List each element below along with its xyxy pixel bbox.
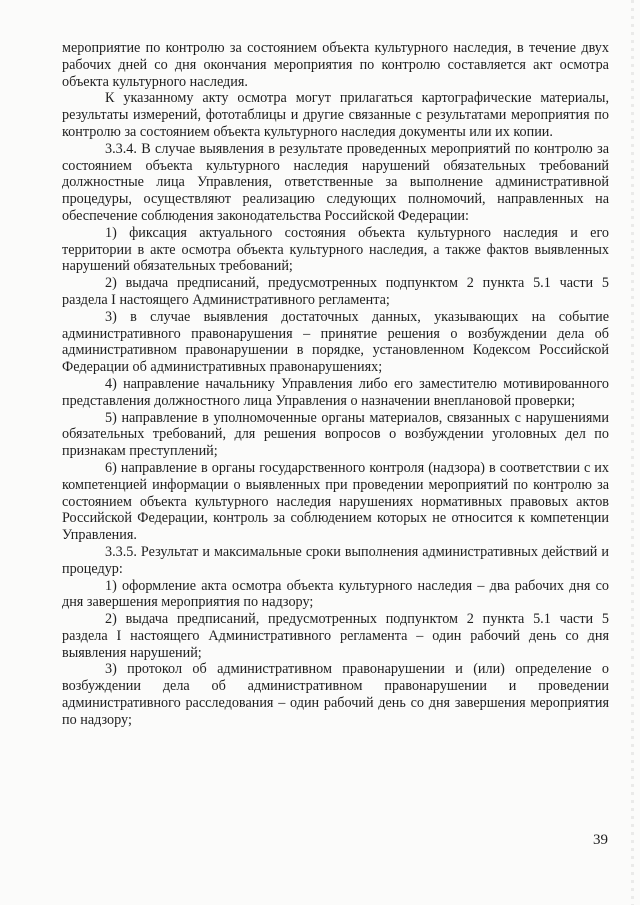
- list-item: 4) направление начальнику Управления либо его заместителю мотивированного представления должностного лица Управления о назначении внеплановой проверки;: [62, 375, 609, 409]
- scan-edge-artifact: [631, 0, 634, 905]
- paragraph: К указанному акту осмотра могут прилагаться картографические материалы, результаты измерений, фототаблицы и другие связанные с результатами мероприятия по контролю за состоянием объекта культурного наследия документы или их копии.: [62, 90, 609, 140]
- paragraph: мероприятие по контролю за состоянием объекта культурного наследия, в течение двух рабочих дней со дня окончания мероприятия по контролю составляется акт осмотра объекта культурного наследия.: [62, 40, 609, 90]
- list-item: 1) фиксация актуального состояния объекта культурного наследия и его территории в акте осмотра объекта культурного наследия, а также фактов выявленных нарушений обязательных требований;: [62, 224, 609, 275]
- paragraph-section-3-3-5: 3.3.5. Результат и максимальные сроки выполнения административных действий и процедур:: [62, 543, 609, 577]
- list-item: 5) направление в уполномоченные органы материалов, связанных с нарушениями обязательных требований, для решения вопросов о возбуждении уголовных дел по признакам преступлений;: [62, 409, 609, 460]
- page-number: 39: [593, 832, 608, 848]
- list-item: 3) протокол об административном правонарушении и (или) определение о возбуждении дела об административном правонарушении и проведении административного расследования – один рабочий день со дня завершения мероприятия по надзору;: [62, 661, 609, 728]
- list-item: 2) выдача предписаний, предусмотренных подпунктом 2 пункта 5.1 части 5 раздела I настоящего Административного регламента;: [62, 275, 609, 308]
- list-item: 2) выдача предписаний, предусмотренных подпунктом 2 пункта 5.1 части 5 раздела I настоящего Административного регламента – один рабочий день со дня выявления нарушений;: [62, 611, 609, 661]
- paragraph-section-3-3-4: 3.3.4. В случае выявления в результате проведенных мероприятий по контролю за состоянием объекта культурного наследия нарушений обязательных требований должностные лица Управления, ответственные за выполнение административной процедуры, осуществляют реализацию следующих полномочий, направленных на обеспечение соблюдения законодательства Российской Федерации:: [62, 140, 609, 224]
- document-body: [62, 40, 609, 729]
- list-item: 3) в случае выявления достаточных данных, указывающих на событие административного правонарушения – принятие решения о возбуждении дела об административном правонарушении в порядке, установленном Кодексом Российской Федерации об административных правонарушениях;: [62, 308, 609, 376]
- list-item: 6) направление в органы государственного контроля (надзора) в соответствии с их компетенцией информации о выявленных при проведении мероприятий по контролю за состоянием объекта культурного наследия нарушениях нормативных правовых актов Российской Федерации, контроль за соблюдением которых не относится к компетенции Управления.: [62, 459, 609, 544]
- list-item: 1) оформление акта осмотра объекта культурного наследия – два рабочих дня со дня завершения мероприятия по надзору;: [62, 577, 609, 611]
